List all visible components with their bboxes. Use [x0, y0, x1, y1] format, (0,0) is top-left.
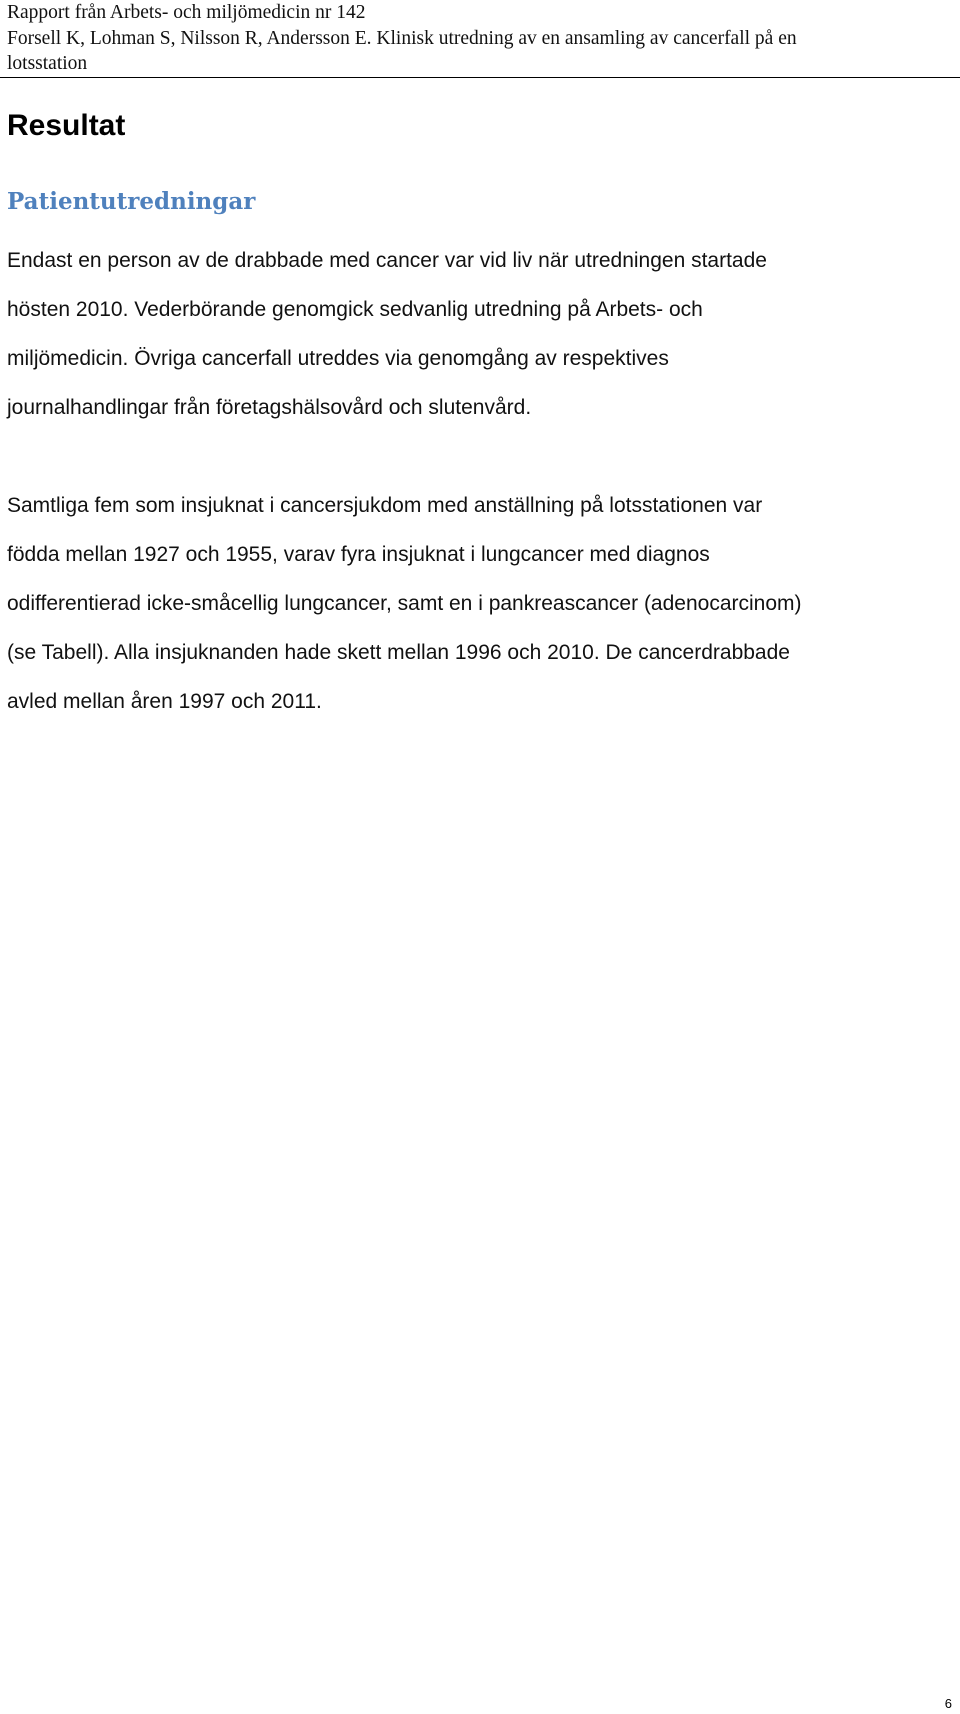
paragraph-line: (se Tabell). Alla insjuknanden hade skett mellan 1996 och 2010. De cancerdrabbade — [7, 641, 790, 664]
paragraph-patient-investigation — [7, 236, 955, 432]
paragraph-line: födda mellan 1927 och 1955, varav fyra insjuknat i lungcancer med diagnos — [7, 543, 710, 566]
header-divider — [0, 77, 960, 78]
header-title-continuation: lotsstation — [7, 53, 88, 74]
paragraph-line: avled mellan åren 1997 och 2011. — [7, 690, 322, 713]
paragraph-line: hösten 2010. Vederbörande genomgick sedvanlig utredning på Arbets- och — [7, 298, 703, 321]
paragraph-line: journalhandlingar från företagshälsovård och slutenvård. — [7, 396, 532, 419]
paragraph-line: odifferentierad icke-småcellig lungcancer, samt en i pankreascancer (adenocarcinom) — [7, 592, 802, 615]
header-report-line: Rapport från Arbets- och miljömedicin nr 142 — [7, 2, 366, 23]
running-header — [7, 0, 957, 77]
paragraph-line: Samtliga fem som insjuknat i cancersjukdom med anställning på lotsstationen var — [7, 494, 763, 517]
paragraph-line: Endast en person av de drabbade med cancer var vid liv när utredningen startade — [7, 249, 767, 272]
paragraph-cases-summary — [7, 481, 955, 726]
section-title: Resultat — [7, 109, 126, 142]
page-number: 6 — [944, 1696, 952, 1711]
subsection-title: Patientutredningar — [7, 188, 256, 215]
header-authors-line: Forsell K, Lohman S, Nilsson R, Andersson E. Klinisk utredning av en ansamling av cancerfall på en — [7, 27, 797, 49]
paragraph-line: miljömedicin. Övriga cancerfall utreddes via genomgång av respektives — [7, 347, 669, 370]
